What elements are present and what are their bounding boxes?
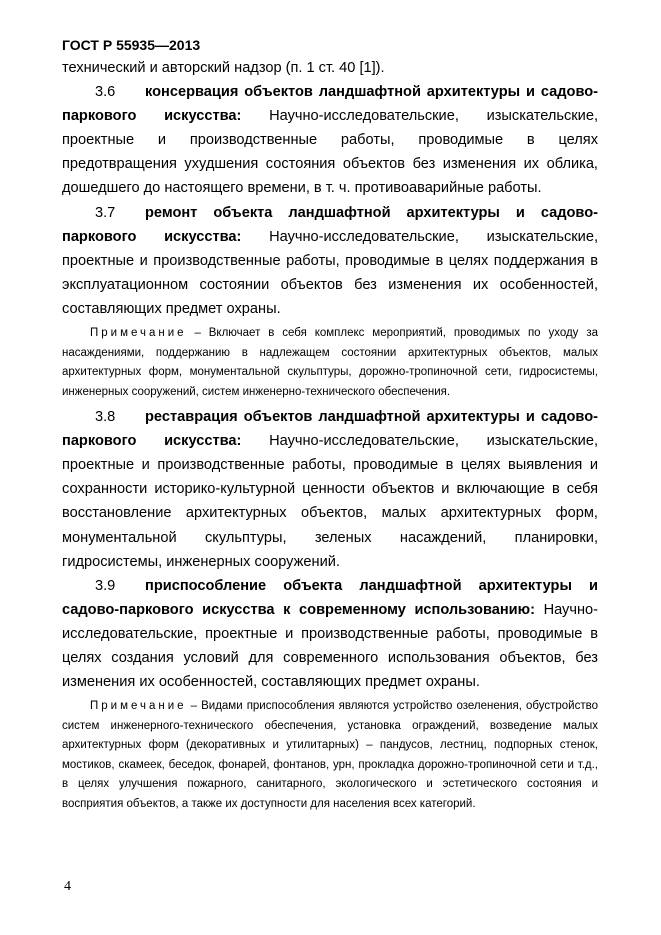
continuation-text: технический и авторский надзор (п. 1 ст. 40 [1]). <box>62 60 385 76</box>
clause-term: ремонт объекта ландшафтной архитектуры и садово-паркового искусства: <box>62 204 598 245</box>
note-text: – Включает в себя комплекс мероприятий, проводимых по уходу за насаждениями, поддержанию в надлежащем состоянии архитектурных объектов, малых архитектурных форм, монументальной скульптуры, дорожно-тропиночной сети, гидросистемы, инженерных сооружений, систем инженерно-технического обеспечения. <box>62 327 598 398</box>
note-2 <box>62 697 598 814</box>
clause-number: 3.7 <box>95 204 116 221</box>
clause-number: 3.6 <box>95 84 116 101</box>
note-1 <box>62 324 598 402</box>
note-label: Примечание <box>90 327 187 340</box>
clause-term: приспособление объекта ландшафтной архитектуры и садово-паркового искусства к современному использованию: <box>62 577 598 618</box>
clause-definition: Научно-исследовательские, изыскательские, проектные и производственные работы, проводимые в целях поддержания в эксплуатационном состоянии объектов без изменения их особенностей, составляющих предмет охраны. <box>62 228 598 317</box>
clause-number: 3.8 <box>95 409 116 426</box>
clause-3-8 <box>62 405 598 574</box>
clause-term: консервация объектов ландшафтной архитектуры и садово-паркового искусства: <box>62 84 598 125</box>
note-label: Примечание <box>90 700 187 713</box>
clause-definition: Научно-исследовательские, изыскательские, проектные и производственные работы, проводимые в целях выявления и сохранности историко-культурной ценности объектов и включающие в себя восстановление архитектурных объектов, малых архитектурных форм, монументальной скульптуры, зеленых насаждений, планировки, гидросистемы, инженерных сооружений. <box>62 433 598 570</box>
clause-number: 3.9 <box>95 577 116 594</box>
clause-3-6 <box>62 80 598 200</box>
note-text: – Видами приспособления являются устройство озеленения, обустройство систем инженерного-технического обеспечения, установка ограждений, возведение малых архитектурных форм (декоративных и утилитарных) – пандусов, лестниц, подпорных стенок, мостиков, скамеек, беседок, фонарей, фонтанов, урн, прокладка дорожно-тропиночной сети и т.д., в целях улучшения пожарного, санитарного, экологического и эстетического состояния и восприятия объектов, а также их доступности для населения всех категорий. <box>62 700 598 810</box>
clause-3-7 <box>62 201 598 321</box>
clause-definition: Научно-исследовательские, проектные и производственные работы, проводимые в целях создания условий для современного использования объектов, без изменения их особенностей, составляющих предмет охраны. <box>62 601 598 691</box>
page-number: 4 <box>64 879 71 894</box>
clause-3-9 <box>62 574 598 694</box>
document-page <box>62 36 598 814</box>
clause-term: реставрация объектов ландшафтной архитектуры и садово-паркового искусства: <box>62 409 598 450</box>
clause-definition: Научно-исследовательские, изыскательские, проектные и производственные работы, проводимые в целях предотвращения ухудшения состояния объектов без изменения их облика, дошедшего до настоящего времени, в т. ч. противоаварийные работы. <box>62 108 598 197</box>
document-header: ГОСТ Р 55935—2013 <box>62 37 201 53</box>
